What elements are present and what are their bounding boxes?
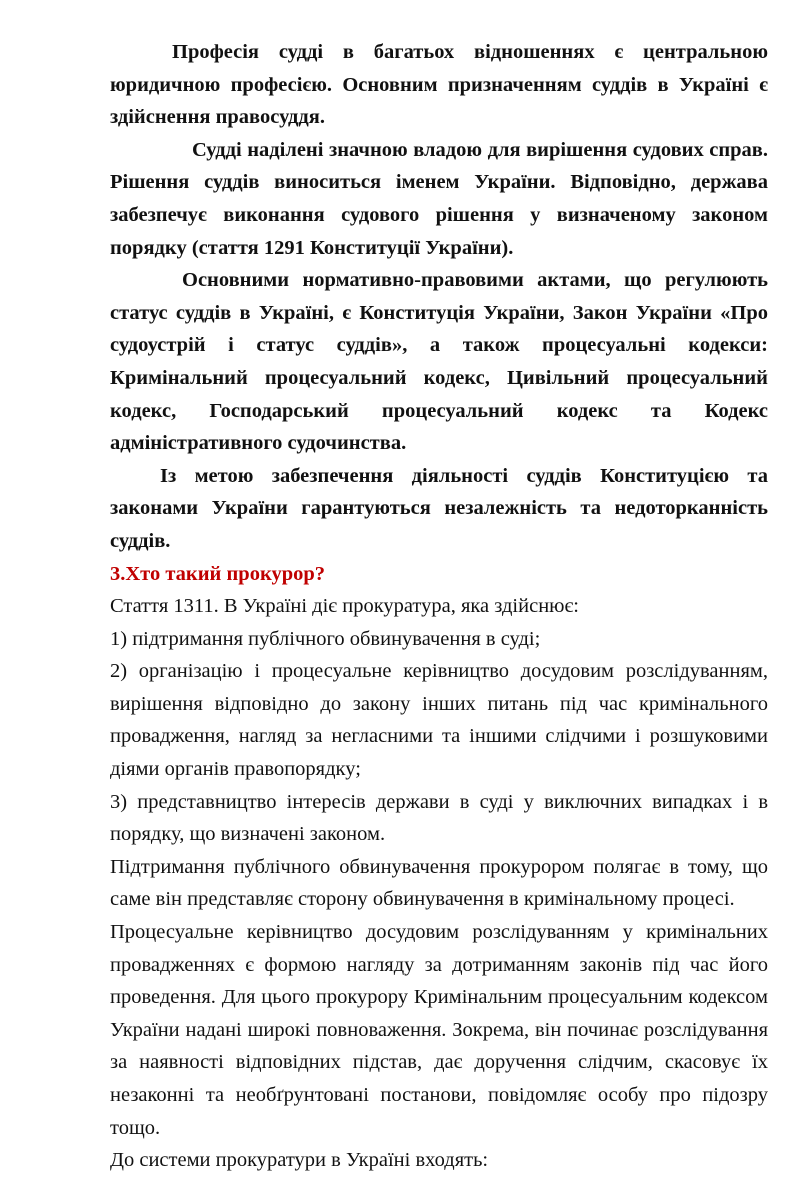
paragraph-prosecution-system-intro: До системи прокуратури в Україні входять: xyxy=(110,1149,489,1172)
section-heading-prosecutor: 3.Хто такий прокурор? xyxy=(110,562,326,585)
paragraph-legal-acts: Основними нормативно-правовими актами, що регулюють статус суддів в Україні, є Конституція України, Закон України «Про судоустрій і статус суддів», а також процесуальні кодекси: Кримінальний процесуальний кодекс, Цивільний процесуальний кодекс, Господарський процесуальний кодекс та Кодекс адміністративного судочинства. xyxy=(110,269,768,455)
paragraph-judge-power: Судді наділені значною владою для вирішення судових справ. Рішення суддів виноситься іменем України. Відповідно, держава забезпечує виконання судового рішення у визначеному законом порядку (стаття 1291 Конституції України). xyxy=(110,138,768,259)
list-item-3: 3) представництво інтересів держави в суді у виключних випадках і в порядку, що визначені законом. xyxy=(110,790,768,846)
paragraph-procedural-guidance: Процесуальне керівництво досудовим розслідуванням у кримінальних провадженнях є формою нагляду за дотриманням законів під час його проведення. Для цього прокурору Кримінальним процесуальним кодексом України надані широкі повноваження. Зокрема, він починає розслідування за наявності відповідних підстав, дає доручення слідчим, скасовує їх незаконні та необґрунтовані постанови, повідомляє особу про підозру тощо. xyxy=(110,921,768,1139)
paragraph-article-131: Стаття 1311. В Україні діє прокуратура, яка здійснює: xyxy=(110,595,579,618)
paragraph-judge-guarantees: Із метою забезпечення діяльності суддів Конституцією та законами України гарантуються незалежність та недоторканність суддів. xyxy=(110,464,768,552)
paragraph-judge-profession: Професія судді в багатьох відношеннях є центральною юридичною професією. Основним призначенням суддів в Україні є здійснення правосуддя. xyxy=(110,41,768,129)
paragraph-public-accusation: Підтримання публічного обвинувачення прокурором полягає в тому, що саме він представляє сторону обвинувачення в кримінальному процесі. xyxy=(110,855,768,911)
list-item-1: 1) підтримання публічного обвинувачення в суді; xyxy=(110,627,541,650)
list-item-2: 2) організацію і процесуальне керівництво досудовим розслідуванням, вирішення відповідно до закону інших питань під час кримінального провадження, нагляд за негласними та іншими слідчими і розшуковими діями органів правопорядку; xyxy=(110,660,768,781)
